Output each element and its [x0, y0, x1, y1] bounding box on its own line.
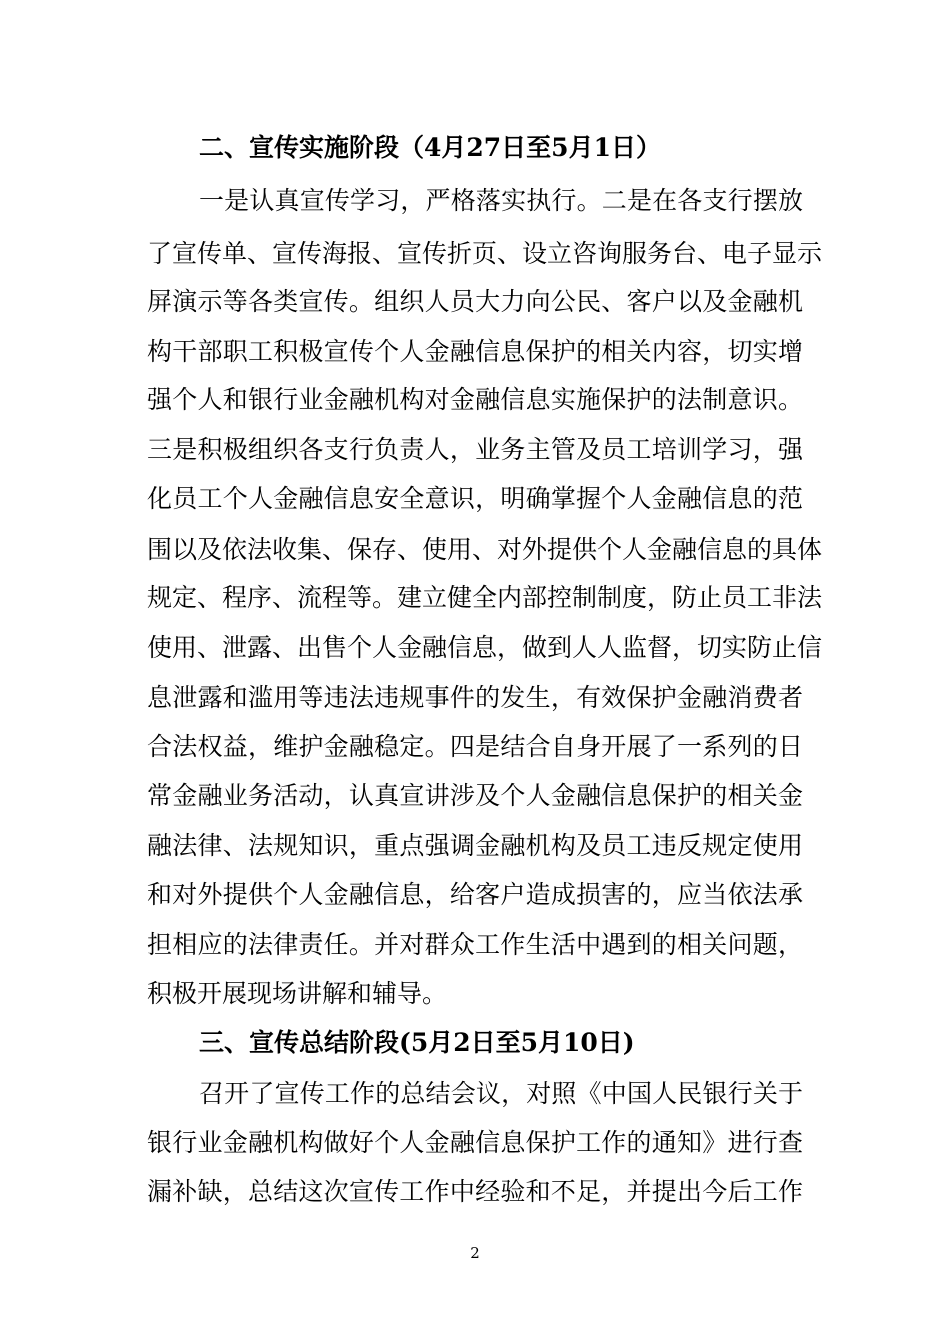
paragraph-line: 规定、程序、流程等。建立健全内部控制制度，防止员工非法: [147, 583, 823, 612]
paragraph-line: 漏补缺，总结这次宣传工作中经验和不足，并提出今后工作: [147, 1177, 803, 1206]
paragraph-line: 担相应的法律责任。并对群众工作生活中遇到的相关问题，: [147, 930, 803, 959]
paragraph-line: 强个人和银行业金融机构对金融信息实施保护的法制意识。: [147, 385, 803, 414]
paragraph-line: 化员工个人金融信息安全意识，明确掌握个人金融信息的范: [147, 484, 803, 513]
paragraph-line: 三是积极组织各支行负责人，业务主管及员工培训学习，强: [147, 435, 803, 464]
section-heading: 二、宣传实施阶段（4月27日至5月1日）: [199, 133, 661, 162]
paragraph-line: 围以及依法收集、保存、使用、对外提供个人金融信息的具体: [147, 535, 823, 564]
paragraph-line: 积极开展现场讲解和辅导。: [147, 979, 448, 1008]
section-heading: 三、宣传总结阶段(5月2日至5月10日): [199, 1028, 635, 1057]
paragraph-line: 和对外提供个人金融信息，给客户造成损害的，应当依法承: [147, 880, 803, 909]
page-number: 2: [470, 1244, 480, 1262]
paragraph-line: 合法权益，维护金融稳定。四是结合自身开展了一系列的日: [147, 732, 803, 761]
paragraph-line: 融法律、法规知识，重点强调金融机构及员工违反规定使用: [147, 831, 803, 860]
paragraph-line: 屏演示等各类宣传。组织人员大力向公民、客户以及金融机: [147, 287, 803, 316]
paragraph-line: 息泄露和滥用等违法违规事件的发生，有效保护金融消费者: [147, 683, 803, 712]
paragraph-line: 一是认真宣传学习，严格落实执行。二是在各支行摆放: [199, 186, 803, 215]
paragraph-line: 了宣传单、宣传海报、宣传折页、设立咨询服务台、电子显示: [147, 239, 823, 268]
paragraph-line: 常金融业务活动，认真宣讲涉及个人金融信息保护的相关金: [147, 781, 803, 810]
paragraph-line: 使用、泄露、出售个人金融信息，做到人人监督，切实防止信: [147, 633, 823, 662]
paragraph-line: 银行业金融机构做好个人金融信息保护工作的通知》进行查: [147, 1128, 803, 1157]
paragraph-line: 召开了宣传工作的总结会议，对照《中国人民银行关于: [199, 1079, 803, 1108]
paragraph-line: 构干部职工积极宣传个人金融信息保护的相关内容，切实增: [147, 337, 803, 366]
